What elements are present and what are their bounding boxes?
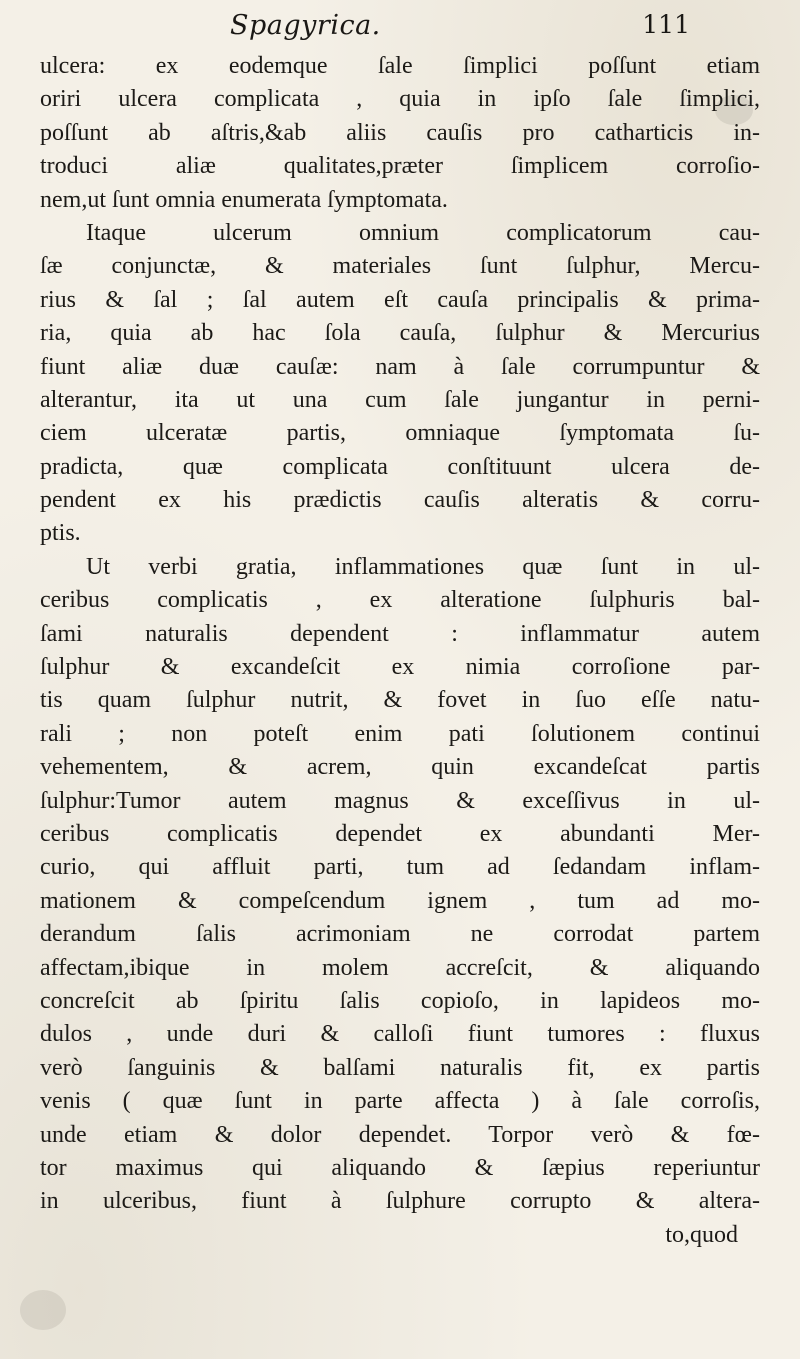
text-line: Itaque ulcerum omnium complicatorum cau- [86,219,760,246]
text-line: derandum ſalis acrimoniam ne corrodat partem [40,921,760,948]
text-line: ciem ulceratæ partis, omniaque ſymptomata ſu- [40,420,760,447]
body-text [40,50,760,1252]
text-line: tor maximus qui aliquando & ſæpius reperiuntur [40,1154,760,1181]
text-line: ulcera: ex eodemque ſale ſimplici poſſunt etiam [40,53,760,79]
text-line: venis ( quæ ſunt in parte affecta ) à ſale corroſis, [40,1088,760,1115]
text-line: concreſcit ab ſpiritu ſalis copioſo, in lapideos mo- [40,987,760,1014]
text-line: dulos , unde duri & calloſi fiunt tumores : fluxus [40,1021,760,1048]
text-line: ceribus complicatis dependet ex abundanti Mer- [40,820,760,847]
text-line: nem,ut ſunt omnia enumerata ſymptomata. [40,186,448,213]
text-line: fiunt aliæ duæ cauſæ: nam à ſale corrumpuntur & [40,353,760,380]
text-line: vehementem, & acrem, quin excandeſcat partis [40,754,760,781]
text-line: affectam,ibique in molem accreſcit, & aliquando [40,954,760,981]
text-line: verò ſanguinis & balſami naturalis fit, ex partis [40,1054,760,1081]
text-line: rius & ſal ; ſal autem eſt cauſa principalis & prima- [40,286,760,313]
text-line: pradicta, quæ complicata conſtituunt ulcera de- [40,453,760,480]
text-line: alterantur, ita ut una cum ſale jungantur in perni- [40,386,760,413]
text-line: ſami naturalis dependent : inflammatur autem [40,620,760,647]
running-title: Spagyrica. [230,10,381,41]
text-line: pendent ex his prædictis cauſis alteratis & corru- [40,487,760,514]
text-line: poſſunt ab aſtris,&ab aliis cauſis pro catharticis in- [40,119,760,146]
paper-stain [20,1290,66,1330]
text-line: troduci aliæ qualitates,præter ſimplicem corroſio- [40,153,760,180]
catchword: to,quod [665,1221,738,1248]
text-line: mationem & compeſcendum ignem , tum ad mo- [40,887,760,914]
text-line: ſulphur:Tumor autem magnus & exceſſivus in ul- [40,787,760,814]
text-line: ſulphur & excandeſcit ex nimia corroſione par- [40,654,760,681]
text-line: ceribus complicatis , ex alteratione ſulphuris bal- [40,587,760,614]
text-line: ria, quia ab hac ſola cauſa, ſulphur & Mercurius [40,320,760,347]
text-line: curio, qui affluit parti, tum ad ſedandam inflam- [40,854,760,881]
text-line: Ut verbi gratia, inflammationes quæ ſunt in ul- [86,553,760,580]
text-line: in ulceribus, fiunt à ſulphure corrupto & altera- [40,1188,760,1215]
text-line: ſæ conjunctæ, & materiales ſunt ſulphur, Mercu- [40,253,760,280]
text-line: rali ; non poteſt enim pati ſolutionem continui [40,720,760,747]
page-number: 111 [642,10,690,39]
text-line: unde etiam & dolor dependet. Torpor verò & fœ- [40,1121,760,1148]
text-line: oriri ulcera complicata , quia in ipſo ſale ſimplici, [40,86,760,113]
text-line: tis quam ſulphur nutrit, & fovet in ſuo eſſe natu- [40,687,760,714]
text-line: ptis. [40,520,81,547]
page-header [200,10,720,50]
